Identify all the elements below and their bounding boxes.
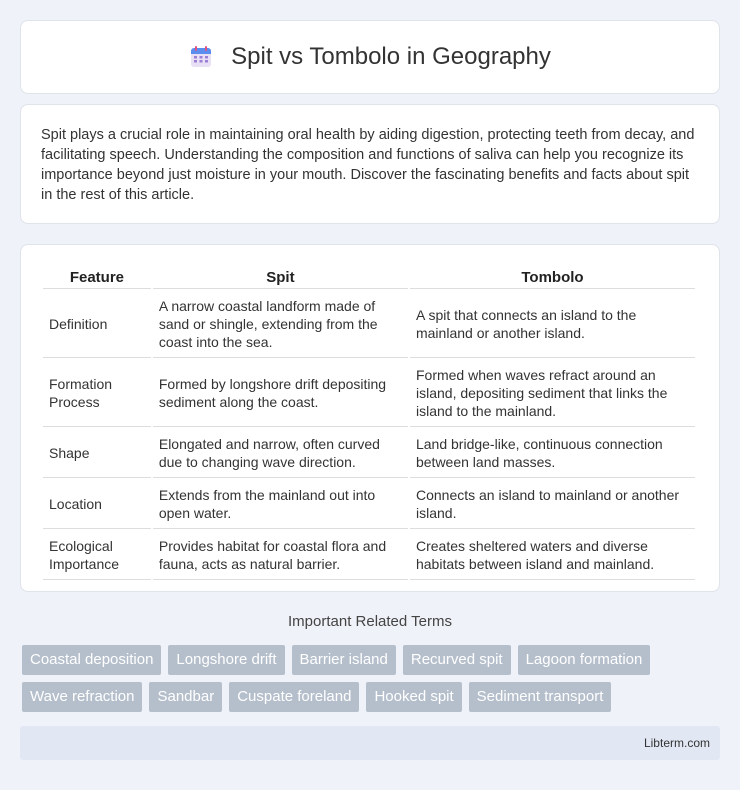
table-row xyxy=(43,531,695,580)
row-feature: Ecological Importance xyxy=(43,531,151,580)
comparison-table-card xyxy=(20,244,720,592)
row-feature: Formation Process xyxy=(43,360,151,427)
related-term-tag[interactable]: Barrier island xyxy=(292,645,396,675)
related-term-tag[interactable]: Lagoon formation xyxy=(518,645,651,675)
related-term-tag[interactable]: Longshore drift xyxy=(168,645,284,675)
row-tombolo: Connects an island to mainland or another island. xyxy=(410,480,695,529)
row-spit: Elongated and narrow, often curved due to changing wave direction. xyxy=(153,429,408,478)
row-feature: Shape xyxy=(43,429,151,478)
comparison-table xyxy=(41,265,697,582)
row-feature: Definition xyxy=(43,291,151,358)
related-term-tag[interactable]: Sandbar xyxy=(149,682,222,712)
row-spit: Formed by longshore drift depositing sediment along the coast. xyxy=(153,360,408,427)
related-term-tag[interactable]: Coastal deposition xyxy=(22,645,161,675)
header-card xyxy=(20,20,720,94)
page-title: Spit vs Tombolo in Geography xyxy=(231,43,551,70)
row-spit: Extends from the mainland out into open water. xyxy=(153,480,408,529)
intro-text: Spit plays a crucial role in maintaining oral health by aiding digestion, protecting teeth from decay, and facilitating speech. Understanding the composition and functions of saliva can help you recognize its importance beyond just moisture in your mouth. Discover the fascinating benefits and facts about spit in the rest of this article. xyxy=(41,127,695,203)
row-feature: Location xyxy=(43,480,151,529)
table-header-row xyxy=(43,267,695,289)
table-row xyxy=(43,360,695,427)
footer xyxy=(20,726,720,760)
row-tombolo: Land bridge-like, continuous connection between land masses. xyxy=(410,429,695,478)
calendar-icon xyxy=(189,45,213,69)
table-row xyxy=(43,429,695,478)
header-tombolo: Tombolo xyxy=(410,267,695,289)
row-tombolo: A spit that connects an island to the mainland or another island. xyxy=(410,291,695,358)
related-term-tag[interactable]: Cuspate foreland xyxy=(229,682,359,712)
related-term-tag[interactable]: Wave refraction xyxy=(22,682,142,712)
header-feature: Feature xyxy=(43,267,151,289)
related-term-tag[interactable]: Hooked spit xyxy=(366,682,461,712)
footer-site-link[interactable]: Libterm.com xyxy=(643,736,710,750)
related-term-tag[interactable]: Sediment transport xyxy=(469,682,612,712)
row-tombolo: Formed when waves refract around an island, depositing sediment that links the island to the mainland. xyxy=(410,360,695,427)
row-spit: Provides habitat for coastal flora and fauna, acts as natural barrier. xyxy=(153,531,408,580)
intro-card xyxy=(20,104,720,224)
table-row xyxy=(43,480,695,529)
related-term-tag[interactable]: Recurved spit xyxy=(403,645,511,675)
table-row xyxy=(43,291,695,358)
related-terms-list xyxy=(22,645,722,719)
row-spit: A narrow coastal landform made of sand or shingle, extending from the coast into the sea. xyxy=(153,291,408,358)
related-terms-title: Important Related Terms xyxy=(288,613,452,630)
header-spit: Spit xyxy=(153,267,408,289)
row-tombolo: Creates sheltered waters and diverse habitats between island and mainland. xyxy=(410,531,695,580)
